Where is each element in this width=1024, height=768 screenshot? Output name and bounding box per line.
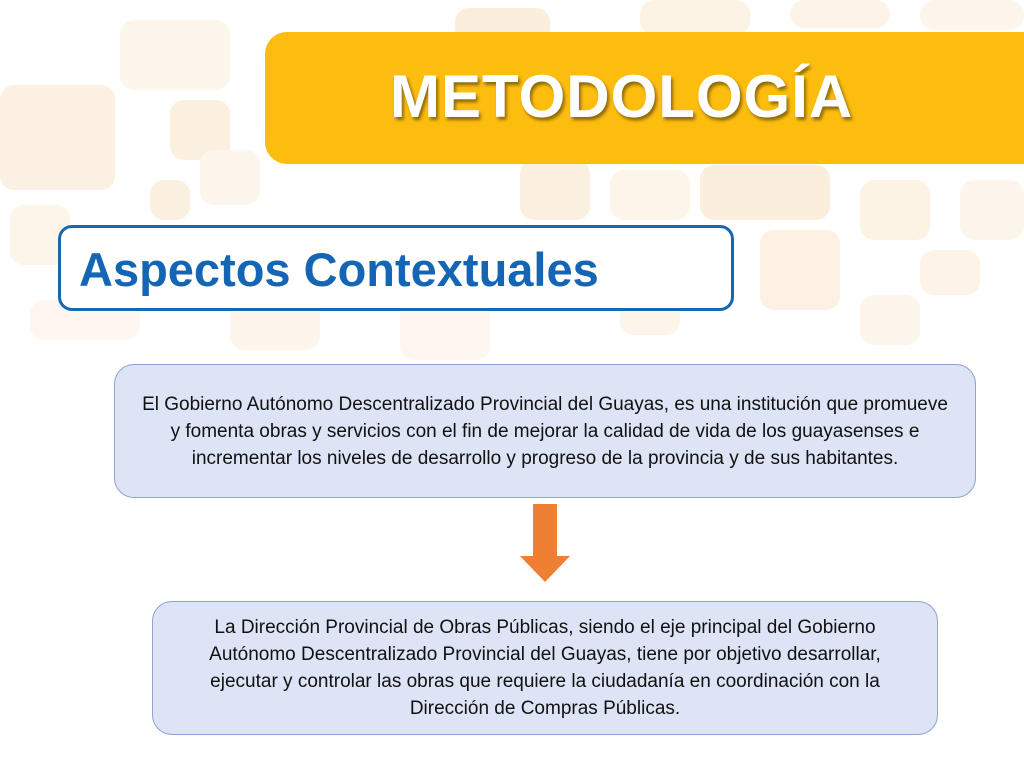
bg-square — [610, 170, 690, 220]
bg-square — [790, 0, 890, 28]
bg-square — [200, 150, 260, 205]
bg-square — [120, 20, 230, 90]
bg-square — [760, 230, 840, 310]
bg-square — [520, 160, 590, 220]
bg-square — [920, 0, 1024, 30]
context-box-obras-publicas-text: La Dirección Provincial de Obras Públicas, siendo el eje principal del Gobierno Autónomo Descentralizado Provincial del Guayas, tiene por objetivo desarrollar, ejecutar y controlar las obras que requiere la ciudadanía en coordinación con la Dirección de Compras Públicas. — [209, 617, 881, 719]
bg-square — [700, 165, 830, 220]
slide-subtitle: Aspectos Contextuales — [79, 243, 599, 296]
context-box-gobierno — [114, 364, 976, 498]
bg-square — [920, 250, 980, 295]
bg-square — [960, 180, 1024, 240]
bg-square — [0, 85, 115, 190]
bg-square — [150, 180, 190, 220]
bg-square — [640, 0, 750, 35]
bg-square — [860, 180, 930, 240]
subtitle-box — [58, 225, 734, 311]
context-box-obras-publicas — [152, 601, 938, 735]
slide-title: METODOLOGÍA — [390, 63, 854, 130]
bg-square — [860, 295, 920, 345]
arrow-down-icon — [520, 504, 570, 582]
context-box-gobierno-text: El Gobierno Autónomo Descentralizado Provincial del Guayas, es una institución que promueve y fomenta obras y servicios con el fin de mejorar la calidad de vida de los guayasenses e incrementar los niveles de desarrollo y progreso de la provincia y de sus habitantes. — [142, 393, 948, 469]
